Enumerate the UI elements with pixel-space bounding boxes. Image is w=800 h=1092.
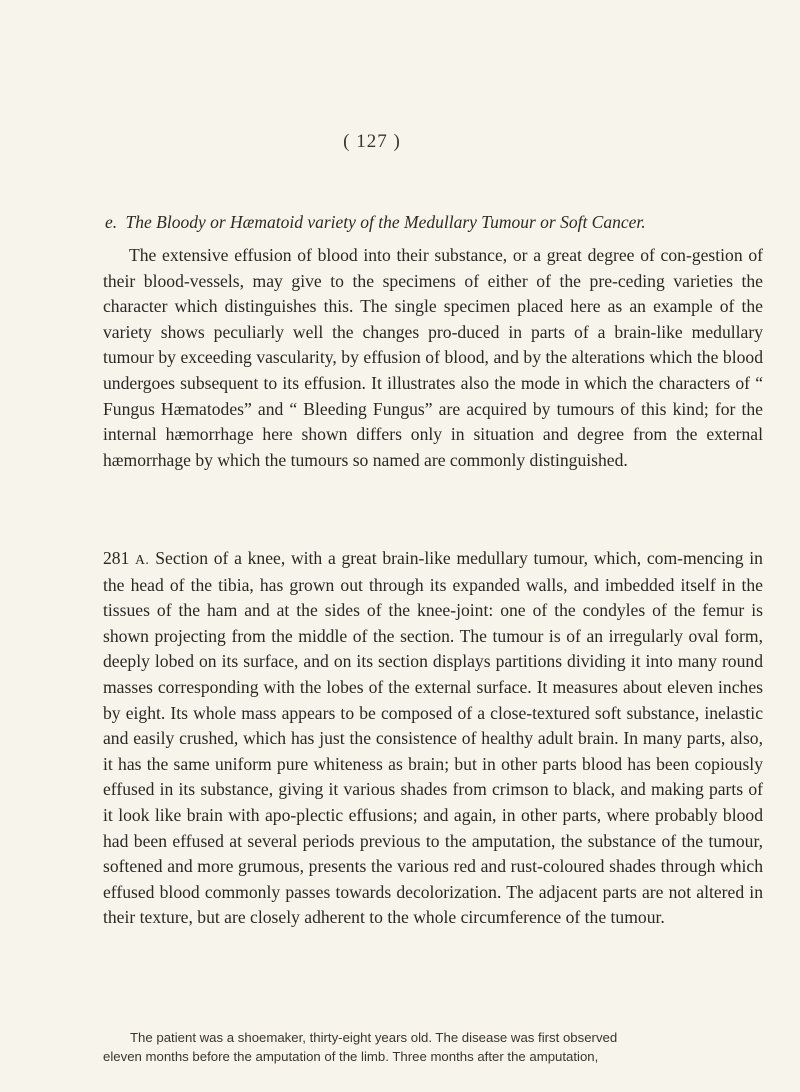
footnote-line-2: eleven months before the amputation of the limb. Three months after the amputation, (103, 1049, 599, 1064)
section-heading (105, 212, 745, 233)
footnote (103, 1028, 763, 1066)
specimen-letter: A. (135, 552, 150, 567)
specimen-paragraph (103, 546, 763, 931)
specimen-description: Section of a knee, with a great brain-like medullary tumour, which, com-mencing in the head of the tibia, has grown out through its expanded walls, and imbedded itself in the tissues of the ham and at the sides of the knee-joint: one of the condyles of the femur is shown projecting from the middle of the section. The tumour is of an irregularly oval form, deeply lobed on its surface, and on its section displays partitions dividing it into many round masses corresponding with the lobes of the external surface. It measures about eleven inches by eight. Its whole mass appears to be composed of a close-textured soft substance, inelastic and easily crushed, which has just the consistence of healthy adult brain. In many parts, also, it has the same uniform pure whiteness as brain; but in other parts blood has been copiously effused in its substance, giving it various shades from crimson to black, and making parts of it look like brain with apo-plectic effusions; and again, in other parts, where probably blood had been effused at several periods previous to the amputation, the substance of the tumour, softened and more grumous, presents the various red and rust-coloured shades through which effused blood commonly passes towards decolorization. The adjacent parts are not altered in their texture, but are closely adherent to the whole circumference of the tumour. (103, 548, 763, 928)
intro-paragraph: The extensive effusion of blood into their substance, or a great degree of con-gestion of their blood-vessels, may give to the specimens of either of the pre-ceding varieties the character which distinguishes this. The single specimen placed here as an example of the variety shows peculiarly well the changes pro-duced in parts of a brain-like medullary tumour by exceeding vascularity, by effusion of blood, and by the alterations which the blood undergoes subsequent to its effusion. It illustrates also the mode in which the characters of “ Fungus Hæmatodes” and “ Bleeding Fungus” are acquired by tumours of this kind; for the internal hæmorrhage here shown differs only in situation and degree from the external hæmorrhage by which the tumours so named are commonly distinguished. (103, 245, 763, 470)
specimen-number: 281 (103, 548, 130, 568)
section-letter: e. (105, 212, 118, 232)
specimen-label (103, 548, 149, 568)
page-number: ( 127 ) (343, 131, 401, 152)
section-title: The Bloody or Hæmatoid variety of the Medullary Tumour or Soft Cancer. (125, 212, 646, 232)
footnote-line-1: The patient was a shoemaker, thirty-eight years old. The disease was first observed (130, 1030, 618, 1045)
